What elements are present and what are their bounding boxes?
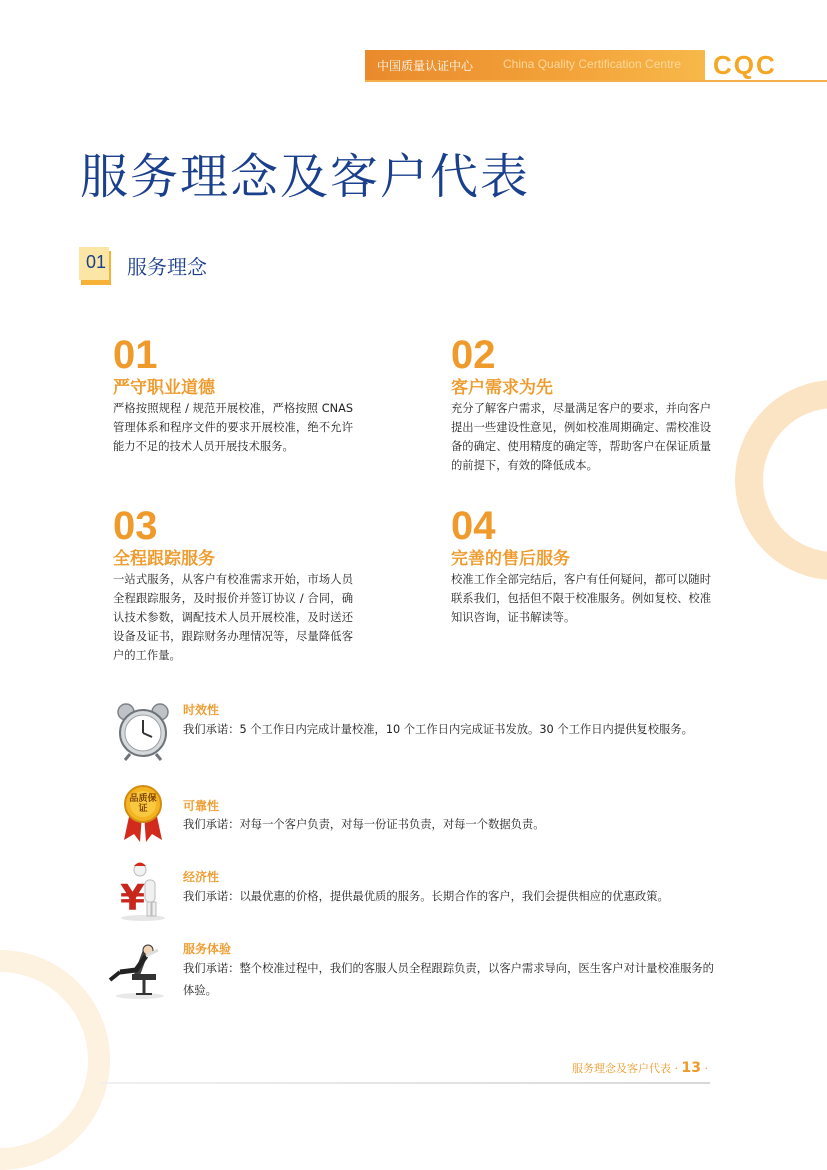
- concept-body: 充分了解客户需求，尽量满足客户的要求，并向客户提出一些建设性意见，例如校准周期确定、需校准设备的确定、使用精度的确定等，帮助客户在保证质量的前提下，有效的降低成本。: [451, 402, 711, 472]
- svg-text:¥: ¥: [120, 878, 146, 919]
- page-number: 13: [681, 1060, 701, 1076]
- alarm-clock-icon: [112, 700, 174, 762]
- yuan-figure-icon: [112, 860, 174, 922]
- cqc-logo: CQC: [713, 50, 777, 80]
- concept-body: 一站式服务，从客户有校准需求开始，市场人员全程跟踪服务，及时报价并签订协议 / 合同，确认技术参数，调配技术人员开展校准，及时送还设备及证书，跟踪财务办理情况等，尽量降低客户的工作量。: [113, 573, 353, 662]
- commitment-title: 可靠性: [183, 799, 220, 813]
- footer-label: 服务理念及客户代表: [572, 1062, 671, 1075]
- concept-heading: 客户需求为先: [451, 378, 553, 398]
- section-number: 01: [86, 252, 107, 272]
- footer: [572, 1060, 708, 1076]
- commitment-title: 时效性: [183, 703, 220, 717]
- footer-separator: ·: [704, 1062, 708, 1075]
- header-orange-bar: [365, 50, 705, 80]
- concept-block-2: [451, 335, 711, 475]
- commitment-body: 我们承诺：以最优惠的价格，提供最优质的服务。长期合作的客户，我们会提供相应的优惠政策。: [183, 890, 669, 903]
- concept-body: 校准工作全部完结后，客户有任何疑问，都可以随时联系我们，包括但不限于校准服务。例如复校、校准知识咨询，证书解读等。: [451, 573, 711, 624]
- commitment-title: 经济性: [183, 870, 220, 884]
- concept-number: 02: [451, 333, 496, 377]
- concept-body: 严格按照规程 / 规范开展校准，严格按照 CNAS 管理体系和程序文件的要求开展校准，绝不允许能力不足的技术人员开展技术服务。: [113, 402, 353, 453]
- header-org-cn: 中国质量认证中心: [377, 59, 474, 73]
- footer-divider: [100, 1082, 710, 1084]
- header-org-en: China Quality Certification Centre: [503, 57, 682, 71]
- concept-heading: 严守职业道德: [113, 378, 215, 398]
- section-title: 服务理念: [127, 255, 207, 279]
- footer-separator: ·: [674, 1062, 678, 1075]
- concept-heading: 完善的售后服务: [451, 549, 570, 569]
- concept-number: 04: [451, 504, 496, 548]
- concept-block-1: [113, 335, 353, 456]
- decorative-arc-bottom: [0, 950, 110, 1170]
- badge-text: 品质保证: [129, 794, 157, 814]
- header-band: [365, 50, 827, 80]
- commitment-body: 我们承诺：整个校准过程中，我们的客服人员全程跟踪负责，以客户需求导向，医生客户对计量校准服务的体验。: [183, 962, 714, 997]
- concept-block-3: [113, 506, 353, 665]
- commitment-title: 服务体验: [183, 942, 232, 956]
- concept-number: 01: [113, 333, 158, 377]
- relaxing-figure-icon: [106, 940, 174, 1002]
- quality-ribbon-icon: [112, 782, 174, 844]
- commitment-body: 我们承诺：对每一个客户负责，对每一份证书负责，对每一个数据负责。: [183, 818, 545, 831]
- header-divider: [365, 80, 827, 82]
- decorative-arc: [735, 380, 827, 580]
- concept-number: 03: [113, 504, 158, 548]
- page-title: 服务理念及客户代表: [80, 149, 531, 205]
- concept-block-4: [451, 506, 711, 627]
- commitment-body: 我们承诺：5 个工作日内完成计量校准，10 个工作日内完成证书发放。30 个工作日内提供复校服务。: [183, 723, 693, 736]
- concept-heading: 全程跟踪服务: [113, 549, 215, 569]
